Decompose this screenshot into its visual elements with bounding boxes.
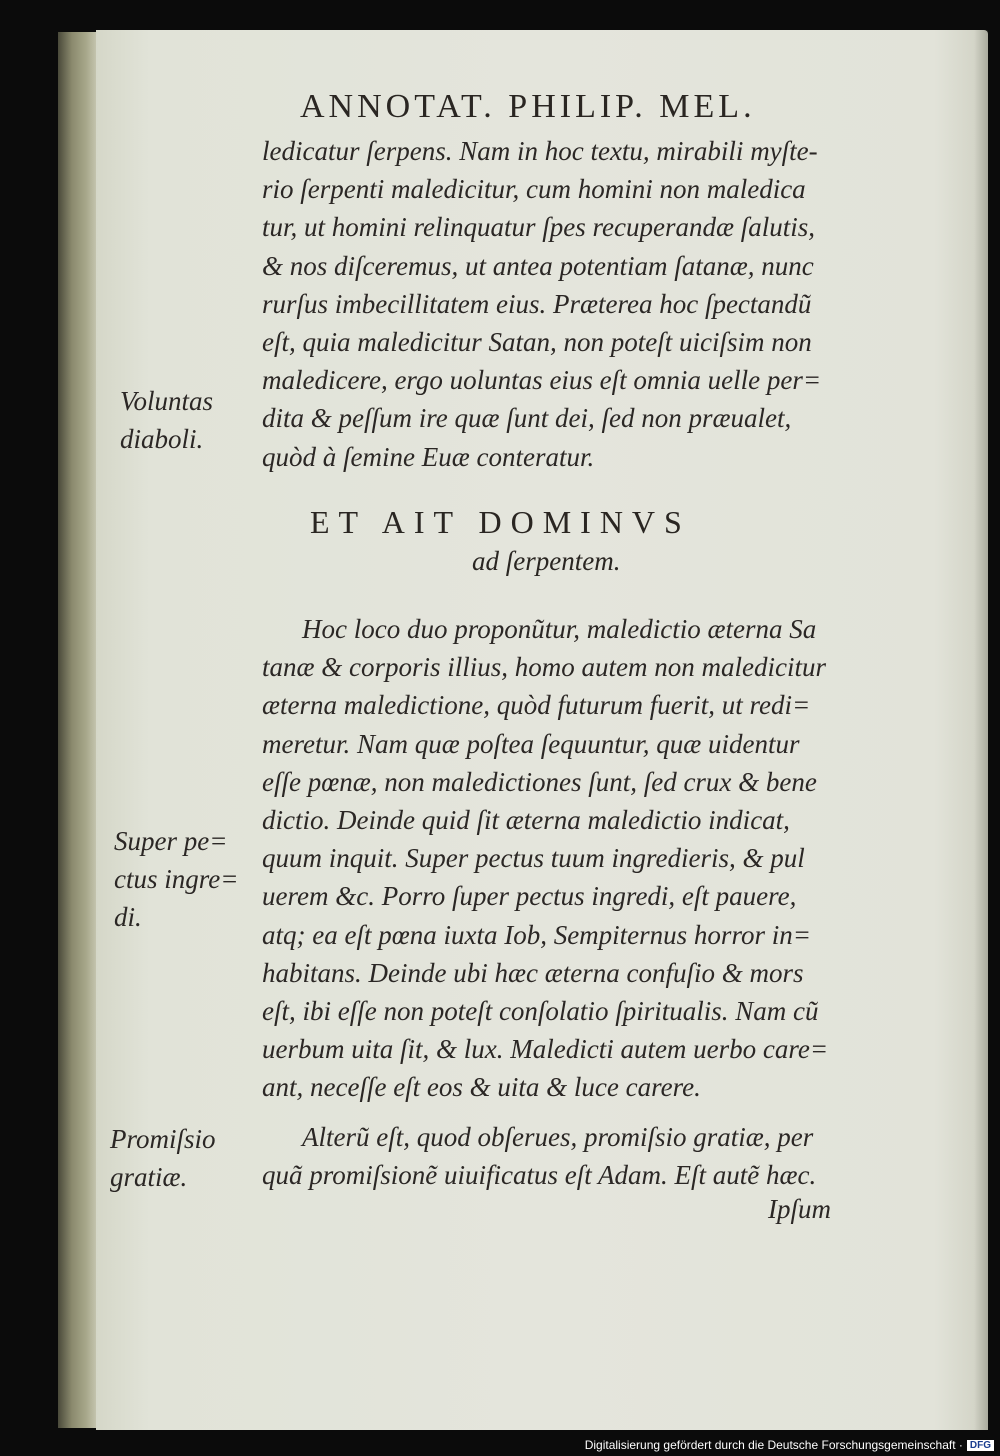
text-line: rurſus imbecillitatem eius. Præterea hoc ſpectandũ bbox=[262, 288, 812, 319]
margin-note-line: Voluntas bbox=[120, 386, 214, 416]
text-line: Hoc loco duo proponũtur, maledictio æterna Sa bbox=[302, 614, 817, 644]
text-line: ant, neceſſe eſt eos & uita & luce carere. bbox=[262, 1072, 701, 1103]
text-line: eſt, quia maledicitur Satan, non poteſt uiciſsim non bbox=[262, 327, 812, 358]
margin-note-line: diaboli. bbox=[120, 424, 204, 454]
text-line: rio ſerpenti maledicitur, cum homini non maledica bbox=[262, 174, 806, 205]
book-spine-edge bbox=[58, 32, 98, 1428]
margin-note-promissio-gratiae bbox=[110, 1120, 216, 1196]
text-line: uerem &c. Porro ſuper pectus ingredi, eſt pauere, bbox=[262, 881, 797, 912]
margin-note-line: Super pe= bbox=[114, 826, 228, 856]
text-line: & nos diſceremus, ut antea potentiam ſatanæ, nunc bbox=[262, 250, 814, 281]
text-line: meretur. Nam quæ poſtea ſequuntur, quæ uidentur bbox=[262, 728, 800, 759]
credit-text: Digitalisierung gefördert durch die Deutsche Forschungsgemeinschaft · bbox=[584, 1438, 963, 1452]
page-edge-shadow bbox=[974, 30, 988, 1430]
text-line: eſt, ibi eſſe non poteſt conſolatio ſpiritualis. Nam cũ bbox=[262, 996, 819, 1027]
text-line: dictio. Deinde quid ſit æterna maledictio indicat, bbox=[262, 805, 790, 836]
text-line: maledicere, ergo uoluntas eius eſt omnia uelle per= bbox=[262, 365, 822, 396]
text-block-2 bbox=[262, 610, 862, 1107]
text-line: dita & peſſum ire quæ ſunt dei, ſed non præualet, bbox=[262, 403, 792, 434]
dfg-logo: DFG bbox=[967, 1440, 994, 1451]
text-line: atq; ea eſt pœna iuxta Iob, Sempiternus horror in= bbox=[262, 919, 811, 950]
margin-note-line: gratiæ. bbox=[110, 1162, 188, 1192]
text-line: quum inquit. Super pectus tuum ingredieris, & pul bbox=[262, 843, 805, 874]
text-line: tur, ut homini relinquatur ſpes recuperandæ ſalutis, bbox=[262, 212, 815, 243]
text-line: tanæ & corporis illius, homo autem non maledicitur bbox=[262, 652, 826, 683]
section-subheading: ad ſerpentem. bbox=[472, 546, 621, 576]
text-line: habitans. Deinde ubi hæc æterna confuſio & mors bbox=[262, 957, 804, 988]
running-header: ANNOTAT. PHILIP. MEL. bbox=[300, 88, 756, 125]
text-line: Alterũ eſt, quod obſerues, promiſsio gratiæ, per bbox=[302, 1122, 814, 1152]
digitization-credit bbox=[585, 1438, 994, 1452]
text-line: eſſe pœnæ, non maledictiones ſunt, ſed crux & bene bbox=[262, 766, 817, 797]
text-line: ledicatur ſerpens. Nam in hoc textu, mirabili myſte- bbox=[262, 136, 818, 166]
margin-note-line: Promiſsio bbox=[110, 1124, 216, 1154]
catchword: Ipſum bbox=[768, 1194, 831, 1224]
margin-note-line: di. bbox=[114, 902, 142, 932]
text-block-3 bbox=[262, 1118, 862, 1194]
section-heading: ET AIT DOMINVS bbox=[310, 504, 691, 540]
text-block-1 bbox=[262, 132, 862, 476]
text-line: æterna maledictione, quòd futurum fuerit, ut redi= bbox=[262, 690, 811, 721]
margin-note-voluntas-diaboli bbox=[120, 382, 213, 458]
text-line: quòd à ſemine Euæ conteratur. bbox=[262, 441, 595, 472]
margin-note-line: ctus ingre= bbox=[114, 864, 239, 894]
text-line: quã promiſsionẽ uiuificatus eſt Adam. Eſt autẽ hæc. bbox=[262, 1160, 817, 1191]
margin-note-super-pectus bbox=[114, 822, 238, 936]
text-line: uerbum uita ſit, & lux. Maledicti autem uerbo care= bbox=[262, 1034, 829, 1065]
